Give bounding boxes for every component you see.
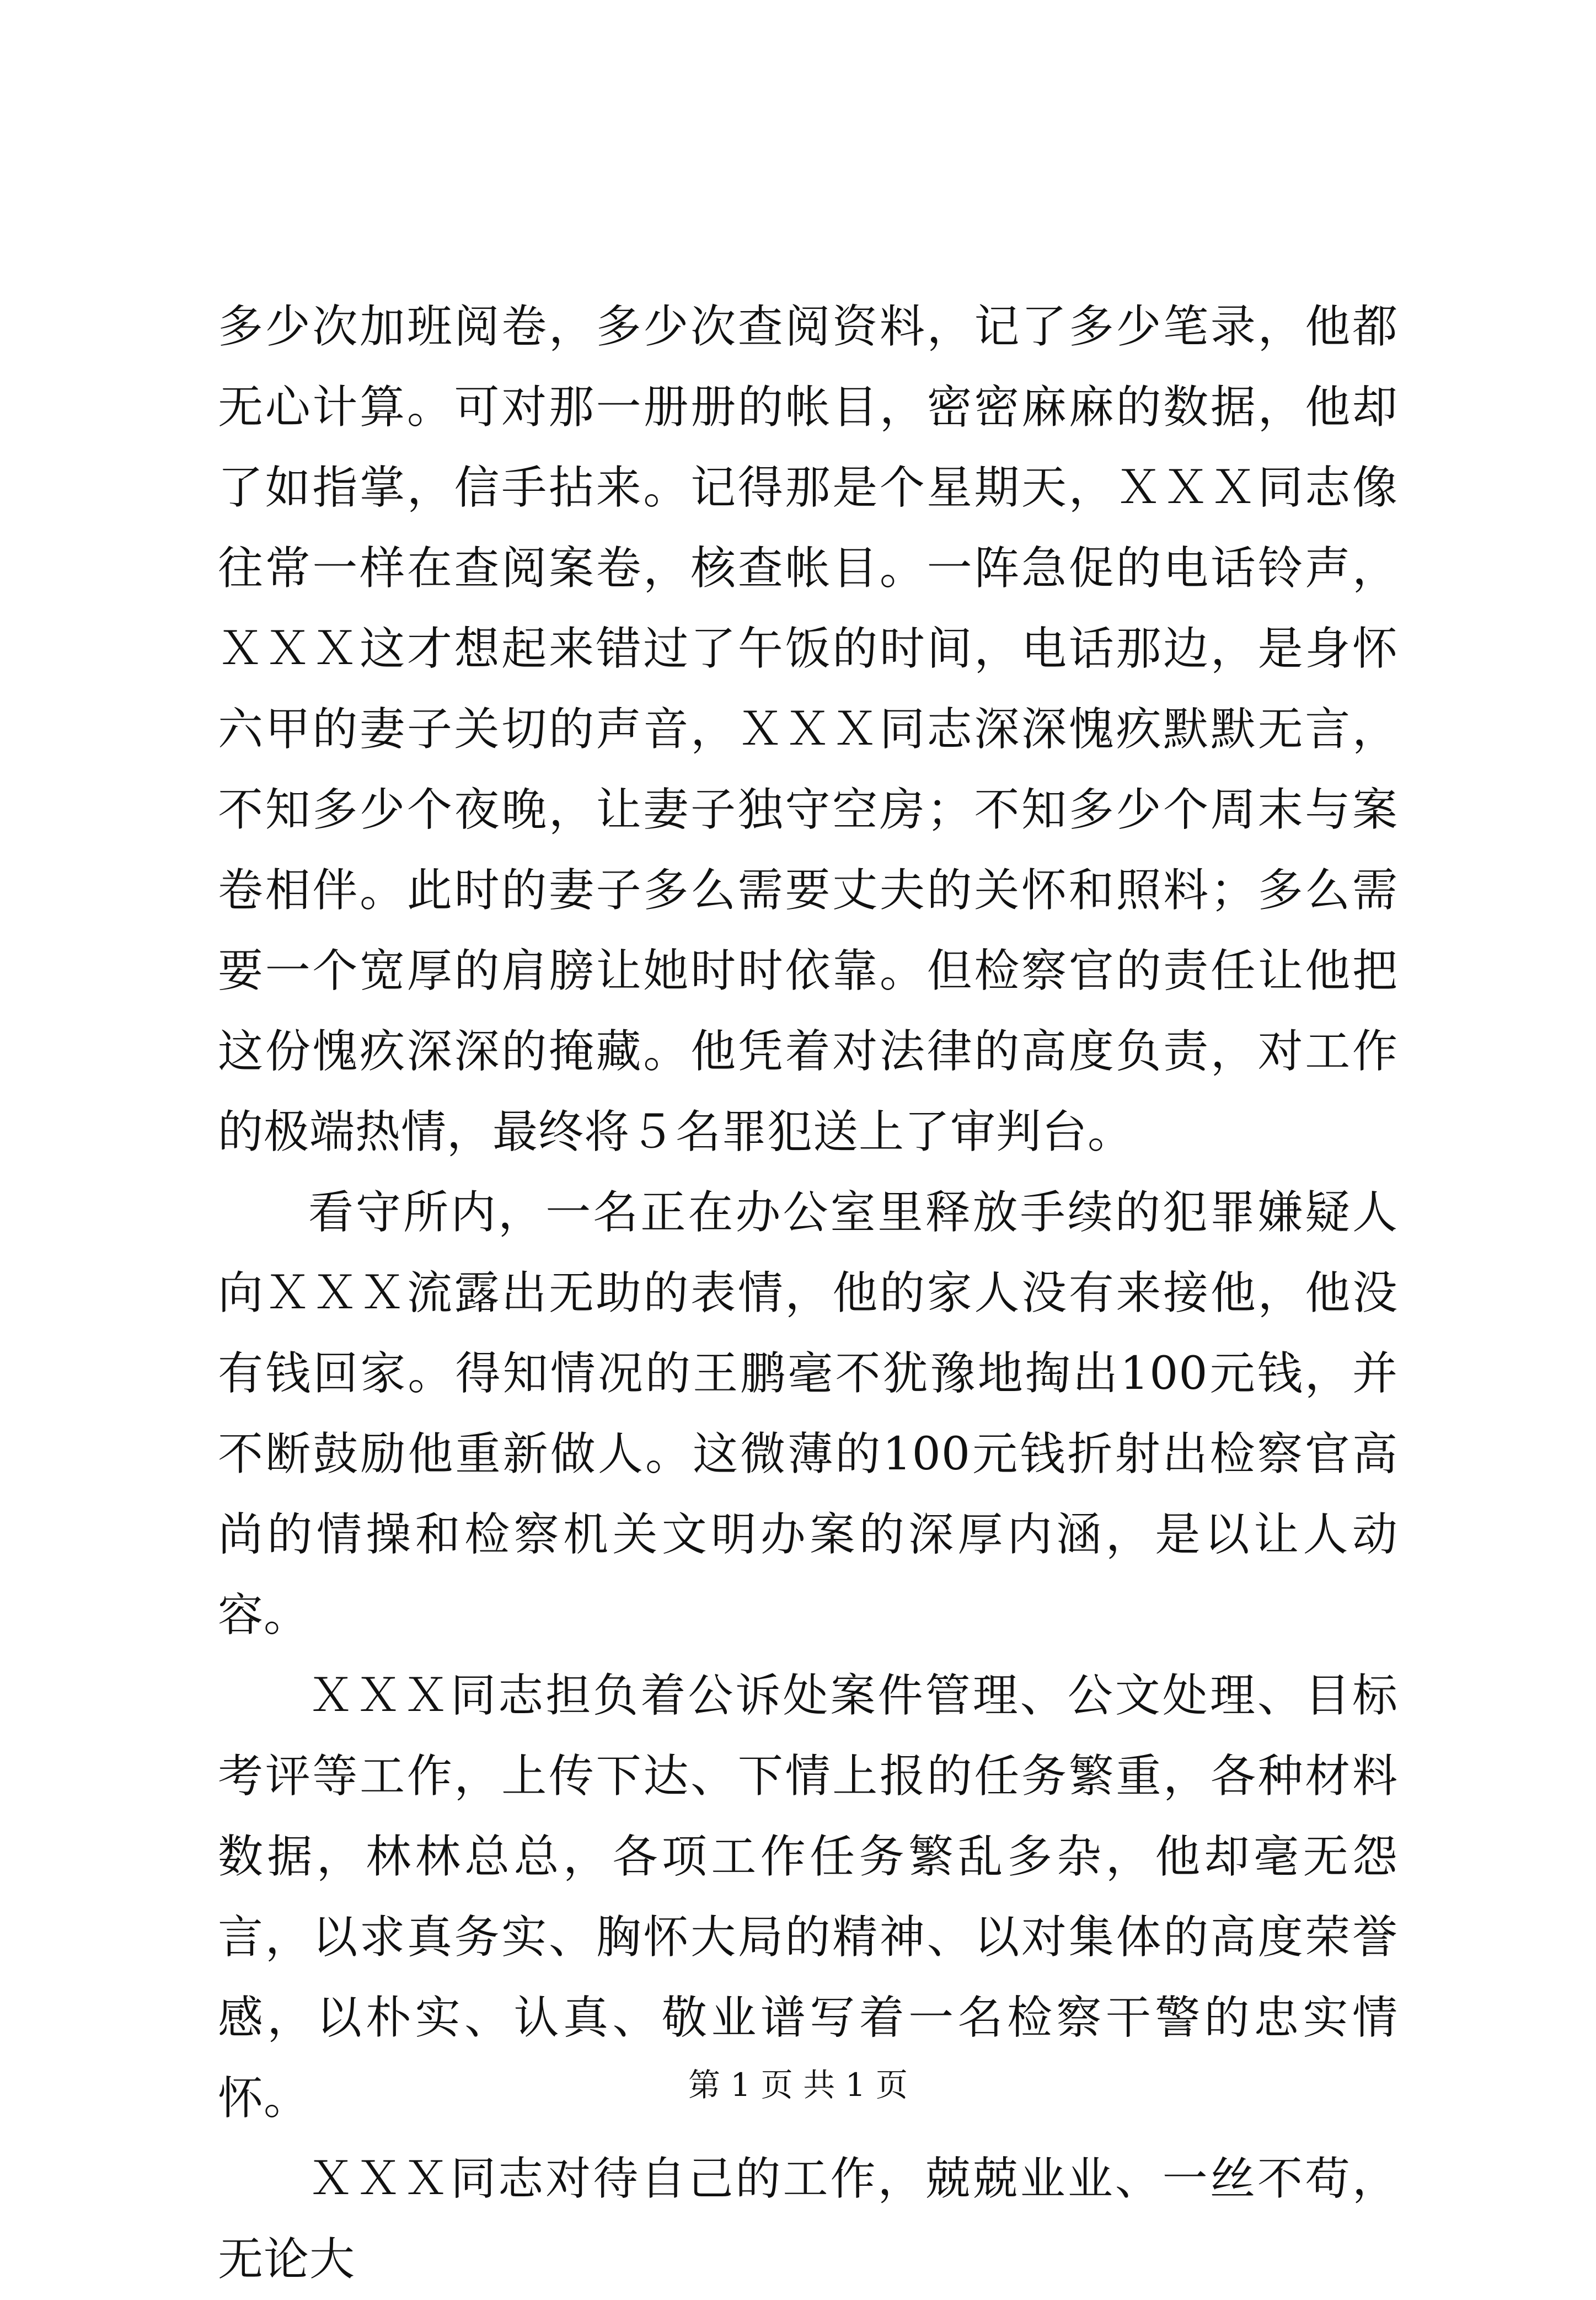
page-footer: 第 1 页 共 1 页 [688, 2066, 908, 2104]
paragraph-3: ＸＸＸ同志担负着公诉处案件管理、公文处理、目标考评等工作，上传下达、下情上报的任务繁重，各种材料数据，林林总总，各项工作任务繁乱多杂，他却毫无怨言，以求真务实、胸怀大局的精神、以对集体的高度荣誉感，以朴实、认真、敬业谱写着一名检察干警的忠实情怀。 [218, 1670, 1398, 2125]
document-body [218, 287, 1398, 2300]
paragraph-1: 多少次加班阅卷，多少次查阅资料，记了多少笔录，他都无心计算。可对那一册册的帐目，密密麻麻的数据，他却了如指掌，信手拈来。记得那是个星期天，ＸＸＸ同志像往常一样在查阅案卷，核查帐目。一阵急促的电话铃声，ＸＸＸ这才想起来错过了午饭的时间，电话那边，是身怀六甲的妻子关切的声音，ＸＸＸ同志深深愧疚默默无言，不知多少个夜晚，让妻子独守空房；不知多少个周末与案卷相伴。此时的妻子多么需要丈夫的关怀和照料；多么需要一个宽厚的肩膀让她时时依靠。但检察官的责任让他把这份愧疚深深的掩藏。他凭着对法律的高度负责，对工作的极端热情，最终将５名罪犯送上了审判台。 [218, 301, 1398, 1158]
paragraph-2: 看守所内，一名正在办公室里释放手续的犯罪嫌疑人向ＸＸＸ流露出无助的表情，他的家人没有来接他，他没有钱回家。得知情况的王鹏毫不犹豫地掏出100元钱，并不断鼓励他重新做人。这微薄的100元钱折射出检察官高尚的情操和检察机关文明办案的深厚内涵，是以让人动容。 [218, 1186, 1398, 1641]
paragraph-4: ＸＸＸ同志对待自己的工作，兢兢业业、一丝不苟，无论大 [218, 2153, 1398, 2286]
